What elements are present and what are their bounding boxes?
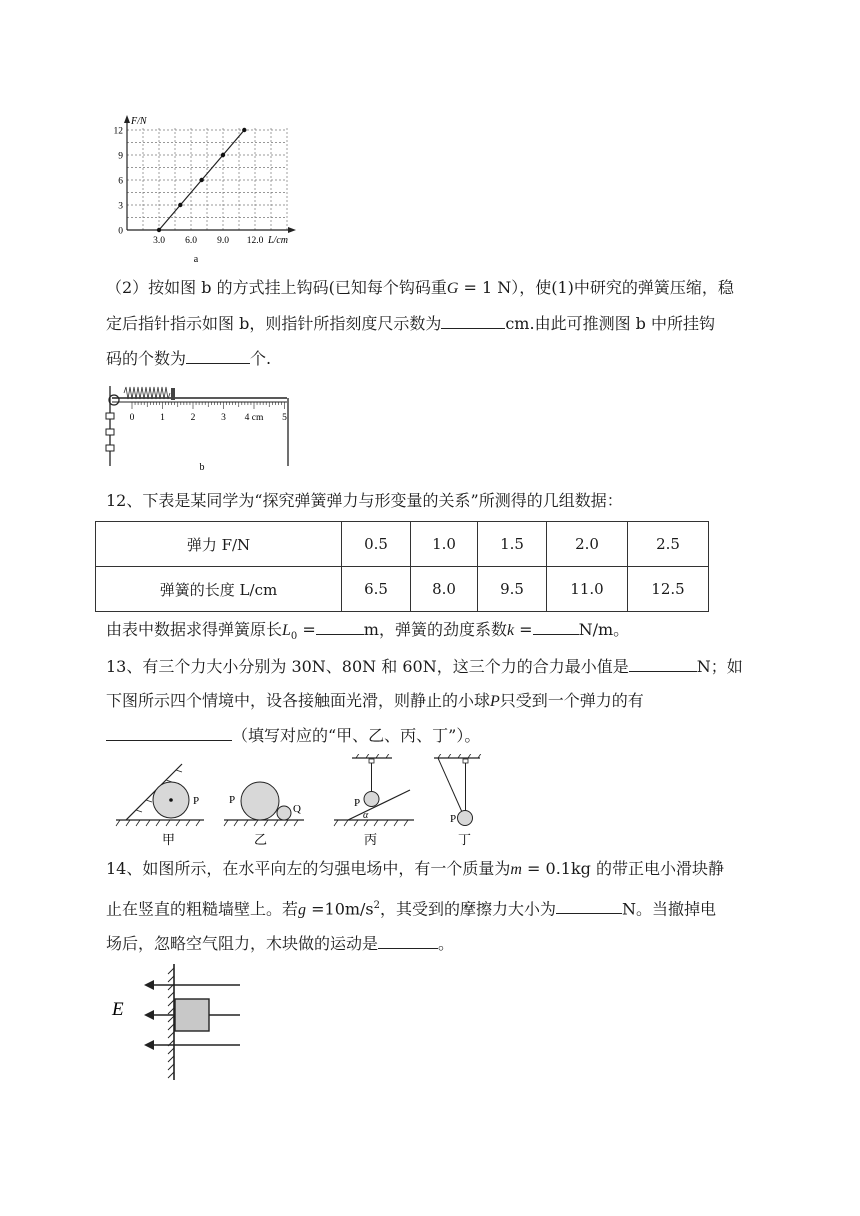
q14-line1: [106, 858, 756, 881]
q12-text: =: [514, 620, 533, 639]
table-row-force: [96, 522, 709, 567]
q13-text: 只受到一个弹力的有: [499, 691, 644, 710]
q13-line2: [106, 690, 756, 713]
q11-text: = 1 N: [458, 278, 512, 297]
q14-line3: [106, 932, 756, 955]
q13-text: 下图所示四个情境中，设各接触面光滑，则静止的小球: [106, 691, 491, 710]
q11-part2-line2: [106, 312, 756, 335]
q14-text: 14、如图所示，在水平向左的匀强电场中，有一个质量为: [106, 859, 511, 878]
field-arrowheads: [144, 980, 154, 1050]
q13-text: 13、有三个力大小分别为 30N、80N 和 60N，这三个力的合力最小值是: [106, 657, 629, 676]
y-tick-label: 6: [118, 176, 123, 187]
spring-coil: [124, 387, 170, 399]
q13-text: （填写对应的“甲、乙、丙、丁”）。: [232, 726, 481, 745]
q13-line1: [106, 655, 756, 678]
q11-text: 个.: [250, 349, 272, 368]
answer-blank-motion[interactable]: [378, 932, 438, 949]
q11-text: cm.由此可推测图 b 中所挂钩: [505, 314, 715, 333]
q12-text: 由表中数据求得弹簧原长: [106, 620, 283, 639]
answer-blank-scale-reading[interactable]: [441, 312, 505, 329]
q12-question: 12、下表是某同学为“探究弹簧弹力与形变量的关系”所测得的几组数据：: [106, 491, 623, 510]
q13-line3: [106, 724, 756, 747]
q12-data-table: [95, 521, 709, 612]
q14-text: = 0.1kg 的带正电小滑块静: [521, 859, 724, 878]
scenario-label-ding: 丁: [458, 832, 472, 847]
pointer: [171, 388, 175, 400]
ball-label-P: P: [229, 794, 236, 806]
answer-blank-original-length[interactable]: [316, 618, 364, 635]
ruler-label: 4 cm: [244, 413, 264, 423]
var-m: m: [510, 861, 522, 878]
ball-label-P: P: [450, 813, 457, 825]
q14-line2: [106, 895, 756, 921]
x-tick-label: 9.0: [217, 236, 229, 246]
q14-text: N。当撤掉电: [622, 899, 717, 919]
table-header-force: 弹力 F/N: [96, 522, 342, 567]
q12-text: m，弹簧的劲度系数: [363, 620, 507, 639]
y-tick-label: 9: [118, 151, 123, 162]
ruler-label: 3: [221, 413, 226, 423]
table-cell: 12.5: [628, 567, 709, 612]
table-row-length: [96, 567, 709, 612]
hook-weight: [106, 413, 114, 419]
scenario-label-bing: 丙: [364, 832, 378, 847]
charged-block: [175, 999, 209, 1031]
ruler-label: 0: [129, 413, 135, 423]
ruler-label: 5: [282, 413, 287, 423]
ruler-label: 1: [160, 413, 165, 423]
scenario-jia: [116, 764, 204, 847]
q14-field-figure: [108, 962, 248, 1084]
graph-a: [105, 110, 305, 265]
data-point: [221, 153, 225, 157]
q11-text: 定后指针指示如图 b，则指针所指刻度尺示数为: [106, 314, 442, 333]
graph-caption: a: [193, 254, 199, 265]
scenario-ding: [434, 754, 482, 847]
ball-label-Q: Q: [293, 803, 301, 815]
answer-blank-min-resultant[interactable]: [629, 655, 697, 672]
q11-text: 码的个数为: [106, 349, 187, 368]
q12-text: =: [297, 620, 316, 639]
y-tick-label: 0: [118, 226, 123, 237]
table-cell: 6.5: [342, 567, 411, 612]
var-G: G: [446, 280, 459, 297]
figure-b-caption: b: [199, 462, 205, 473]
data-point: [157, 228, 161, 232]
table-cell: 2.0: [547, 522, 628, 567]
var-P: P: [490, 693, 500, 710]
answer-blank-spring-constant[interactable]: [533, 618, 579, 635]
data-point: [199, 178, 203, 182]
field-label-E: E: [112, 999, 124, 1020]
answer-blank-scenarios[interactable]: [106, 724, 232, 741]
ruler-label: 2: [190, 413, 196, 423]
x-axis-arrow: [288, 227, 296, 233]
var-L-subscript: 0: [290, 631, 298, 643]
y-tick-label: 12: [113, 126, 123, 137]
data-point: [242, 128, 246, 132]
q14-text: =10m/s: [306, 899, 374, 919]
scenario-label-yi: 乙: [254, 832, 268, 847]
var-L: L: [282, 622, 291, 639]
table-cell: 8.0: [411, 567, 478, 612]
ball-label-P: P: [354, 797, 361, 809]
angle-alpha: α: [363, 810, 369, 821]
q14-text: ，其受到的摩擦力大小为: [380, 899, 557, 919]
q11-text: ），使(1)中研究的弹簧压缩，稳: [511, 278, 734, 297]
x-tick-label: 12.0: [246, 236, 264, 246]
table-cell: 1.5: [478, 522, 547, 567]
answer-blank-weight-count[interactable]: [186, 347, 250, 364]
graph-grid: [127, 128, 287, 230]
q14-text: 。: [438, 934, 455, 953]
x-axis-label: L/cm: [268, 235, 288, 246]
figure-b: [102, 380, 302, 475]
scenario-yi: [224, 782, 304, 847]
var-k: k: [506, 622, 515, 639]
scenario-bing: [334, 754, 414, 847]
y-axis-arrow: [124, 115, 130, 123]
table-cell: 2.5: [628, 522, 709, 567]
table-cell: 1.0: [411, 522, 478, 567]
q11-part2-line3: [106, 347, 756, 370]
q14-text: 止在竖直的粗糙墙壁上。若: [106, 899, 299, 919]
var-g: g: [298, 901, 307, 919]
table-cell: 11.0: [547, 567, 628, 612]
hook-weight: [106, 445, 114, 451]
q11-text: （2）按如图 b 的方式挂上钩码(已知每个钩码重: [106, 278, 447, 297]
data-point: [178, 203, 182, 207]
answer-blank-friction[interactable]: [556, 897, 622, 914]
table-header-length: 弹簧的长度 L/cm: [96, 567, 342, 612]
y-tick-label: 3: [118, 201, 123, 212]
ball-label-P: P: [193, 795, 200, 807]
hook-weight: [106, 429, 114, 435]
q13-text: N；如: [696, 657, 743, 676]
y-axis-label: F/N: [131, 116, 147, 127]
table-cell: 0.5: [342, 522, 411, 567]
table-cell: 9.5: [478, 567, 547, 612]
q13-scenarios-figure: [112, 754, 492, 850]
q11-part2-line1: [106, 277, 756, 300]
scenario-label-jia: 甲: [162, 832, 176, 847]
q12-text: N/m。: [578, 620, 630, 639]
x-tick-label: 3.0: [153, 236, 165, 246]
q14-text: 场后，忽略空气阻力，木块做的运动是: [106, 934, 379, 953]
x-tick-label: 6.0: [185, 236, 197, 246]
superscript-2: 2: [373, 900, 381, 911]
q12-answer-line: [106, 618, 756, 648]
